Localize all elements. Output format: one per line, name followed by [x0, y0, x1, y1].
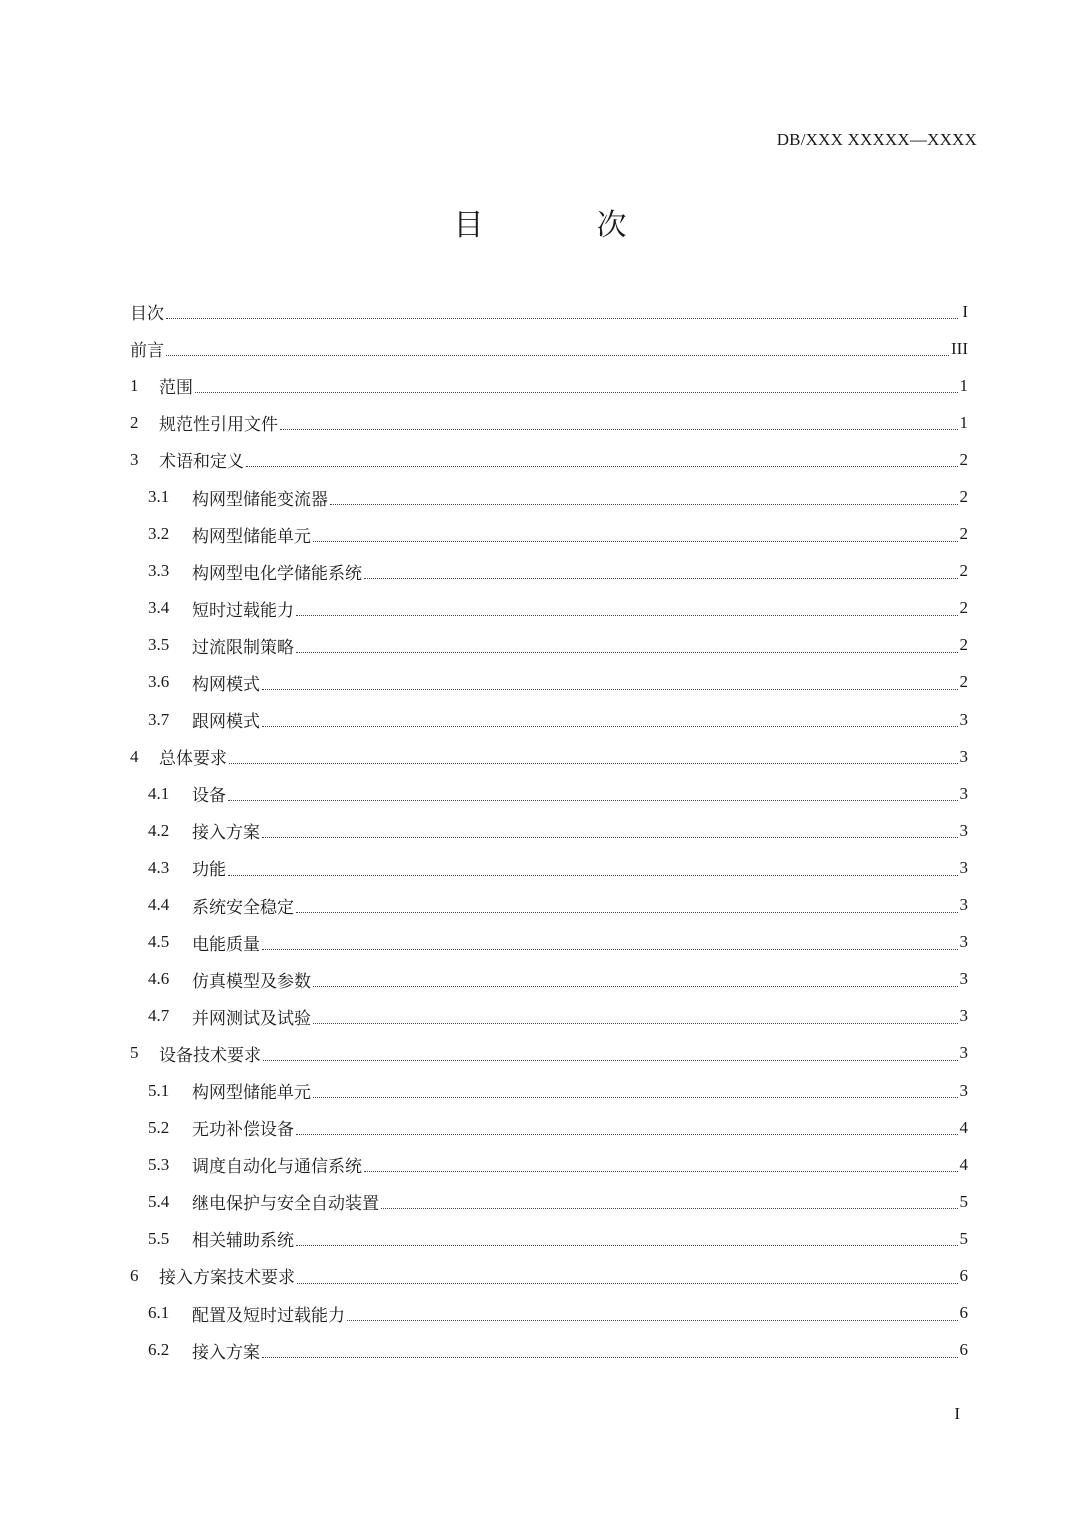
- toc-entry-page: 1: [959, 375, 968, 395]
- toc-entry-label: 跟网模式: [192, 712, 260, 733]
- toc-leader-dots: [364, 577, 958, 579]
- table-of-contents: [130, 293, 968, 1369]
- toc-entry-label: 仿真模型及参数: [192, 971, 311, 992]
- toc-entry-page: 4: [959, 1154, 968, 1174]
- toc-entry-number: 5.2: [148, 1117, 170, 1137]
- toc-entry-page: 2: [959, 449, 968, 469]
- toc-entry-number: 5: [130, 1043, 139, 1063]
- toc-entry-number: 6.1: [148, 1303, 170, 1323]
- toc-entry-page: 3: [959, 895, 968, 915]
- toc-entry-page: 3: [959, 1043, 968, 1063]
- toc-entry-page: 2: [959, 561, 968, 581]
- toc-entry-page: 4: [959, 1117, 968, 1137]
- toc-leader-dots: [297, 1282, 958, 1284]
- toc-entry-label: 构网型电化学储能系统: [192, 563, 362, 584]
- page-title: [0, 200, 1080, 244]
- toc-entry-number: 5.4: [148, 1191, 170, 1211]
- toc-entry-label: 过流限制策略: [192, 637, 294, 658]
- toc-entry-page: 5: [959, 1228, 968, 1248]
- toc-entry[interactable]: [130, 812, 968, 849]
- toc-entry-number: 4.5: [148, 932, 170, 952]
- toc-entry-label: 继电保护与安全自动装置: [192, 1194, 379, 1215]
- toc-entry-label: 构网型储能单元: [192, 526, 311, 547]
- toc-entry-number: 4: [130, 746, 139, 766]
- toc-entry[interactable]: [130, 516, 968, 553]
- toc-entry[interactable]: [130, 664, 968, 701]
- toc-entry[interactable]: [130, 1109, 968, 1146]
- toc-entry[interactable]: [130, 775, 968, 812]
- toc-entry[interactable]: [130, 441, 968, 478]
- toc-entry-label: 规范性引用文件: [159, 415, 278, 436]
- toc-entry[interactable]: [130, 553, 968, 590]
- toc-entry-number: 4.6: [148, 969, 170, 989]
- toc-leader-dots: [330, 503, 958, 505]
- title-char-2: 次: [596, 208, 627, 244]
- toc-entry[interactable]: [130, 1146, 968, 1183]
- toc-entry-page: 3: [959, 932, 968, 952]
- toc-entry-label: 构网型储能变流器: [192, 489, 328, 510]
- toc-entry-label: 电能质量: [192, 934, 260, 955]
- toc-entry-label: 设备: [192, 786, 226, 807]
- toc-leader-dots: [228, 874, 958, 876]
- toc-leader-dots: [166, 317, 958, 319]
- toc-entry-label: 接入方案: [192, 1342, 260, 1363]
- toc-entry[interactable]: [130, 738, 968, 775]
- toc-leader-dots: [166, 354, 949, 356]
- toc-entry-number: 3.1: [148, 487, 170, 507]
- toc-entry[interactable]: [130, 1332, 968, 1369]
- toc-entry[interactable]: [130, 887, 968, 924]
- toc-leader-dots: [296, 911, 958, 913]
- toc-entry-number: 3.6: [148, 672, 170, 692]
- toc-entry-label: 短时过载能力: [192, 600, 294, 621]
- toc-leader-dots: [195, 391, 958, 393]
- toc-entry-page: 3: [959, 1080, 968, 1100]
- toc-entry-page: 3: [959, 709, 968, 729]
- toc-leader-dots: [296, 1133, 958, 1135]
- toc-entry[interactable]: [130, 849, 968, 886]
- toc-entry-number: 3.5: [148, 635, 170, 655]
- toc-entry-page: 1: [959, 412, 968, 432]
- toc-entry[interactable]: [130, 1035, 968, 1072]
- toc-leader-dots: [313, 1096, 958, 1098]
- toc-entry-page: 6: [959, 1340, 968, 1360]
- toc-entry-label: 配置及短时过载能力: [192, 1305, 345, 1326]
- toc-leader-dots: [228, 799, 958, 801]
- document-code: DB/XXX XXXXX—XXXX: [776, 130, 977, 149]
- toc-entry-page: 3: [959, 1006, 968, 1026]
- toc-entry-number: 4.1: [148, 783, 170, 803]
- toc-entry-page: 2: [959, 524, 968, 544]
- toc-entry-number: 3.2: [148, 524, 170, 544]
- toc-entry[interactable]: [130, 478, 968, 515]
- toc-leader-dots: [280, 428, 958, 430]
- toc-entry-page: I: [962, 301, 968, 321]
- toc-entry-number: 5.5: [148, 1228, 170, 1248]
- toc-leader-dots: [347, 1319, 958, 1321]
- toc-entry-page: 2: [959, 672, 968, 692]
- toc-leader-dots: [313, 1022, 958, 1024]
- toc-entry[interactable]: [130, 590, 968, 627]
- toc-entry-number: 3: [130, 449, 139, 469]
- toc-leader-dots: [364, 1170, 958, 1172]
- toc-leader-dots: [381, 1207, 958, 1209]
- toc-entry[interactable]: [130, 404, 968, 441]
- toc-leader-dots: [262, 1356, 958, 1358]
- toc-entry-label: 术语和定义: [159, 452, 244, 473]
- toc-entry-label: 目次: [130, 304, 164, 325]
- toc-entry-number: 3.7: [148, 709, 170, 729]
- toc-entry[interactable]: [130, 1220, 968, 1257]
- toc-leader-dots: [296, 1244, 958, 1246]
- toc-entry-number: 3.4: [148, 598, 170, 618]
- toc-leader-dots: [262, 836, 958, 838]
- toc-entry-page: 2: [959, 487, 968, 507]
- toc-leader-dots: [296, 614, 958, 616]
- toc-entry-label: 无功补偿设备: [192, 1120, 294, 1141]
- toc-leader-dots: [262, 948, 958, 950]
- toc-entry-label: 相关辅助系统: [192, 1231, 294, 1252]
- toc-entry-label: 接入方案技术要求: [159, 1268, 295, 1289]
- toc-entry-label: 调度自动化与通信系统: [192, 1157, 362, 1178]
- toc-entry-page: 6: [959, 1265, 968, 1285]
- toc-entry[interactable]: [130, 367, 968, 404]
- toc-entry-label: 并网测试及试验: [192, 1008, 311, 1029]
- toc-entry-number: 6.2: [148, 1340, 170, 1360]
- toc-entry-number: 4.4: [148, 895, 170, 915]
- footer-page-number: I: [954, 1404, 960, 1423]
- toc-entry-number: 2: [130, 412, 139, 432]
- toc-entry-number: 3.3: [148, 561, 170, 581]
- toc-leader-dots: [263, 1059, 958, 1061]
- toc-entry[interactable]: [130, 701, 968, 738]
- toc-entry-number: 4.7: [148, 1006, 170, 1026]
- toc-leader-dots: [262, 725, 958, 727]
- toc-entry-label: 范围: [159, 378, 193, 399]
- toc-entry-page: 3: [959, 746, 968, 766]
- toc-entry-page: 2: [959, 635, 968, 655]
- toc-entry-page: 3: [959, 857, 968, 877]
- toc-entry-number: 5.1: [148, 1080, 170, 1100]
- toc-leader-dots: [313, 985, 958, 987]
- toc-entry[interactable]: [130, 1072, 968, 1109]
- toc-entry[interactable]: [130, 961, 968, 998]
- toc-entry-page: 2: [959, 598, 968, 618]
- toc-leader-dots: [262, 688, 958, 690]
- toc-entry-label: 总体要求: [159, 749, 227, 770]
- toc-entry-number: 5.3: [148, 1154, 170, 1174]
- toc-entry[interactable]: [130, 1295, 968, 1332]
- toc-entry[interactable]: [130, 924, 968, 961]
- toc-entry-page: 3: [959, 783, 968, 803]
- toc-entry-page: 6: [959, 1303, 968, 1323]
- toc-entry-label: 接入方案: [192, 823, 260, 844]
- toc-entry-number: 1: [130, 375, 139, 395]
- toc-entry-number: 4.2: [148, 820, 170, 840]
- toc-entry-page: III: [951, 338, 968, 358]
- toc-entry-page: 3: [959, 820, 968, 840]
- toc-leader-dots: [246, 465, 958, 467]
- toc-entry-number: 6: [130, 1265, 139, 1285]
- toc-entry-label: 功能: [192, 860, 226, 881]
- toc-entry[interactable]: [130, 1257, 968, 1294]
- toc-leader-dots: [313, 540, 958, 542]
- toc-entry[interactable]: [130, 627, 968, 664]
- toc-entry-page: 3: [959, 969, 968, 989]
- toc-entry-label: 设备技术要求: [159, 1045, 261, 1066]
- toc-leader-dots: [229, 762, 958, 764]
- toc-entry-page: 5: [959, 1191, 968, 1211]
- toc-entry[interactable]: [130, 1183, 968, 1220]
- toc-entry-label: 构网模式: [192, 674, 260, 695]
- toc-entry-number: 4.3: [148, 857, 170, 877]
- title-char-1: 目: [453, 208, 484, 244]
- toc-leader-dots: [296, 651, 958, 653]
- toc-entry-label: 系统安全稳定: [192, 897, 294, 918]
- toc-entry[interactable]: [130, 998, 968, 1035]
- toc-entry-label: 构网型储能单元: [192, 1083, 311, 1104]
- toc-entry[interactable]: [130, 330, 968, 367]
- toc-entry[interactable]: [130, 293, 968, 330]
- toc-entry-label: 前言: [130, 341, 164, 362]
